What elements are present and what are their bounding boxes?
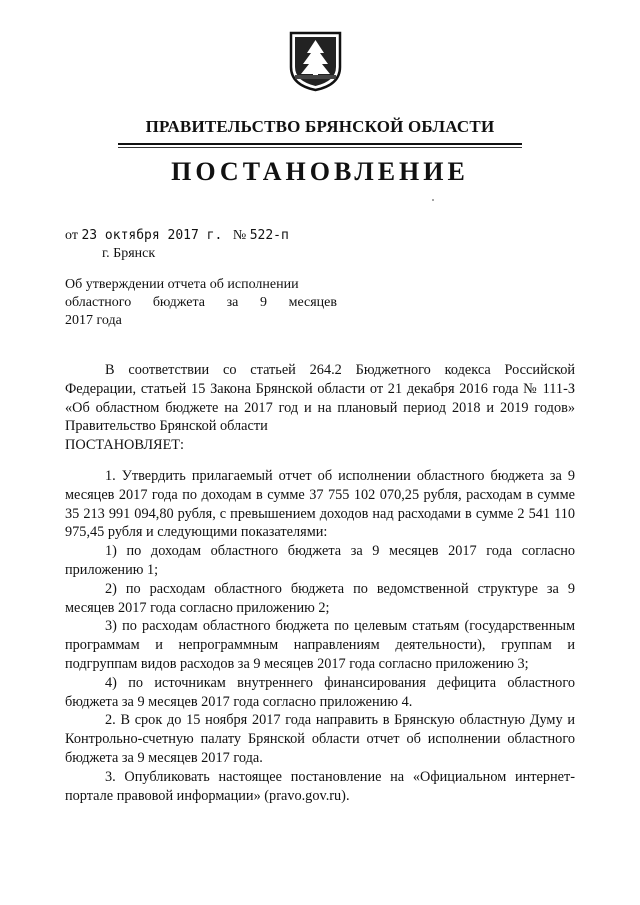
document-type-title: ПОСТАНОВЛЕНИЕ bbox=[171, 157, 469, 186]
coat-of-arms-icon bbox=[289, 31, 342, 92]
date-prefix: от bbox=[65, 228, 78, 243]
scan-speck bbox=[432, 199, 434, 201]
header-rule-thin bbox=[118, 147, 522, 148]
subject-line-3: 2017 года bbox=[65, 313, 122, 328]
document-body bbox=[65, 361, 575, 805]
item-1-3: 3) по расходам областного бюджета по целевым статьям (государственным программам и непрограммным направлениям деятельности), группам и подгруппам видов расходов за 9 месяцев 2017 года согласно приложению 3; bbox=[65, 618, 575, 672]
item-1-2: 2) по расходам областного бюджета по ведомственной структуре за 9 месяцев 2017 года согласно приложению 2; bbox=[65, 580, 575, 616]
item-1-4: 4) по источникам внутреннего финансирования дефицита областного бюджета за 9 месяцев 2017 года согласно приложению 4. bbox=[65, 674, 575, 710]
date-number-line bbox=[65, 228, 289, 244]
document-city: г. Брянск bbox=[102, 246, 156, 261]
subject-line-2: областного бюджета за 9 месяцев bbox=[65, 295, 337, 310]
item-1: 1. Утвердить прилагаемый отчет об исполнении областного бюджета за 9 месяцев 2017 года по доходам в сумме 37 755 102 070,25 рубля, расходам в сумме 35 213 991 094,80 рубля, с превышением доходов над расходами в сумме 2 541 110 975,45 рубля и следующими показателями: bbox=[65, 467, 575, 541]
subject-line-1: Об утверждении отчета об исполнении bbox=[65, 277, 299, 292]
resolves-heading: ПОСТАНОВЛЯЕТ: bbox=[65, 437, 185, 454]
item-1-1: 1) по доходам областного бюджета за 9 месяцев 2017 года согласно приложению 1; bbox=[65, 543, 575, 578]
header-rule-thick bbox=[118, 143, 522, 145]
government-title: ПРАВИТЕЛЬСТВО БРЯНСКОЙ ОБЛАСТИ bbox=[145, 117, 495, 136]
document-number: 522-п bbox=[249, 228, 289, 243]
preamble-paragraph: В соответствии со статьей 264.2 Бюджетного кодекса Российской Федерации, статьей 15 Закона Брянской области от 21 декабря 2016 года № 111-З «Об областном бюджете на 2017 год и на плановый период 2018 и 2019 годов» Правительство Брянской области bbox=[65, 362, 575, 435]
item-3: 3. Опубликовать настоящее постановление на «Официальном интернет-портале правовой информации» (pravo.gov.ru). bbox=[65, 768, 575, 804]
document-date: 23 октября 2017 г. bbox=[81, 228, 223, 243]
item-2: 2. В срок до 15 ноября 2017 года направить в Брянскую областную Думу и Контрольно-счетную палату Брянской области отчет об исполнении областного бюджета за 9 месяцев 2017 года. bbox=[65, 712, 575, 766]
number-prefix: № bbox=[232, 228, 247, 243]
document-subject bbox=[65, 276, 337, 330]
